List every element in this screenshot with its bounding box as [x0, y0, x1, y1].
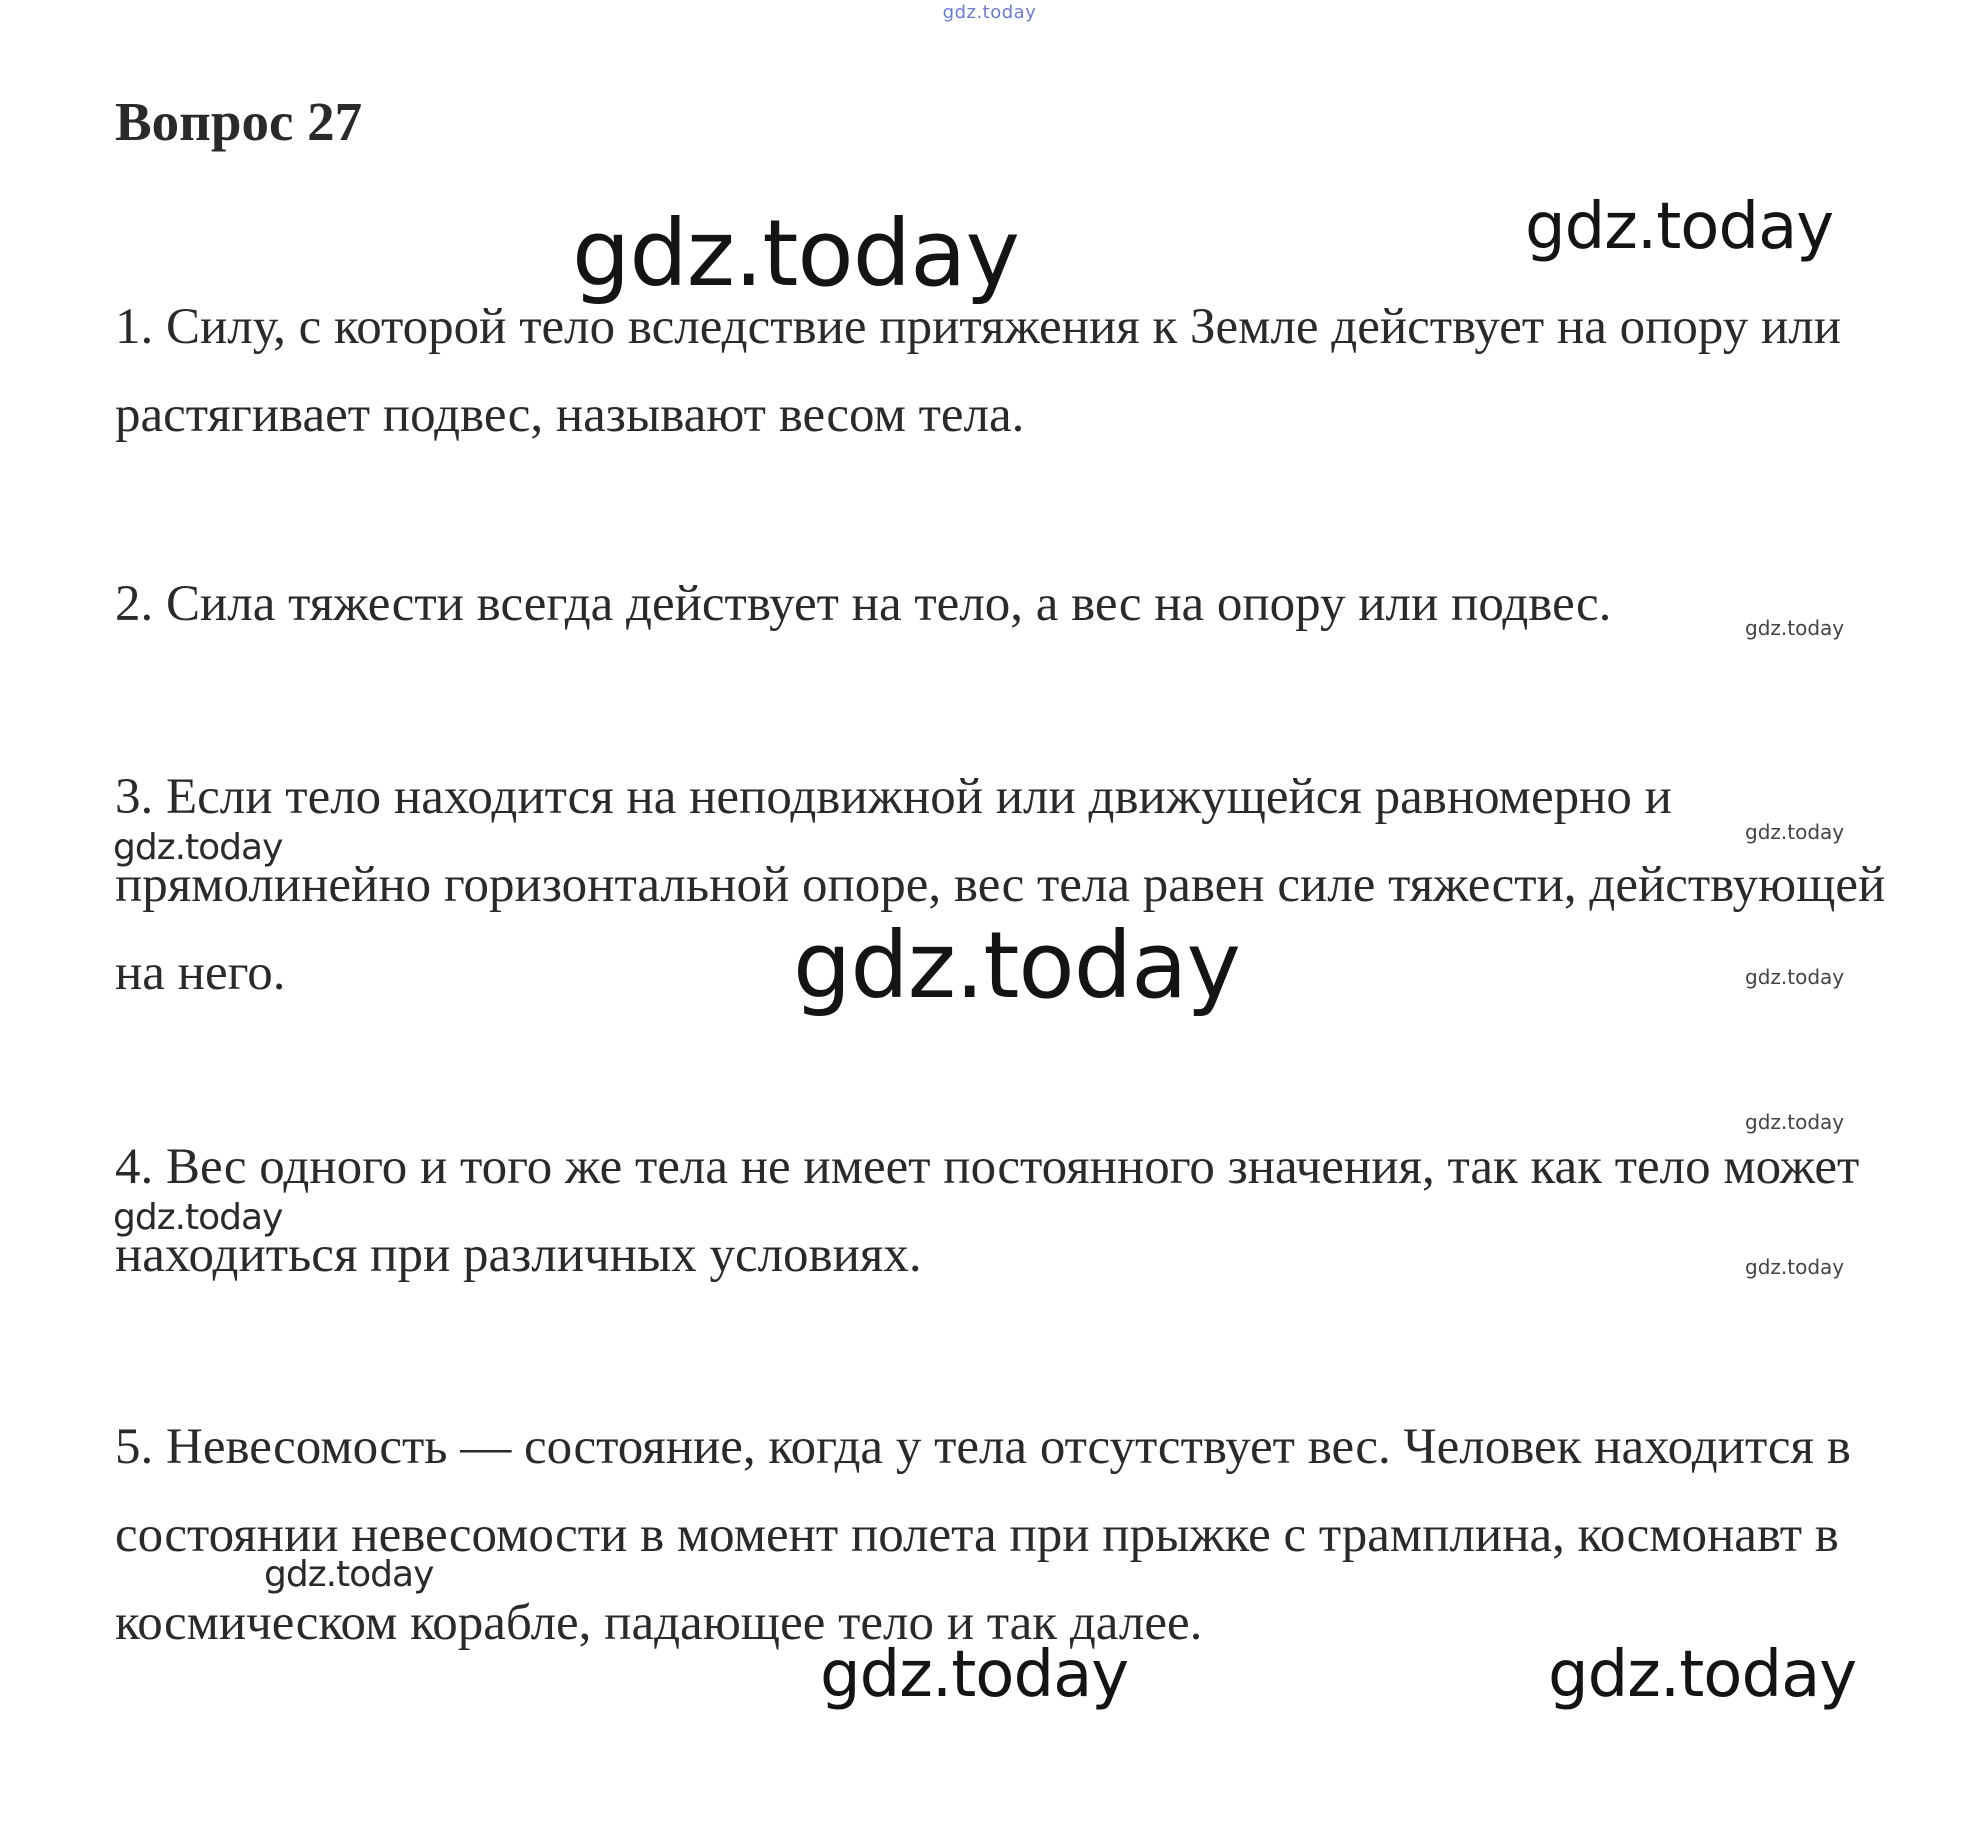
- watermark: gdz.today: [1745, 965, 1845, 989]
- watermark: gdz.today: [113, 1197, 283, 1238]
- watermark: gdz.today: [572, 200, 1019, 307]
- watermark: gdz.today: [113, 827, 283, 868]
- watermark: gdz.today: [793, 912, 1240, 1019]
- answer-3: 3. Если тело находится на неподвижной или движущейся равномерно и прямолинейно горизонтальной опоре, вес тела равен силе тяжести, действующей на него.: [115, 769, 1886, 1001]
- watermark: gdz.today: [1745, 616, 1845, 640]
- watermark: gdz.today: [1745, 1110, 1845, 1134]
- watermark: gdz.today: [1548, 1638, 1857, 1712]
- site-mark[interactable]: gdz.today: [942, 2, 1037, 23]
- watermark: gdz.today: [1525, 190, 1834, 264]
- answer-1: 1. Силу, с которой тело вследствие притяжения к Земле действует на опору или растягивает подвес, называют весом тела.: [115, 299, 1842, 443]
- answer-5: 5. Невесомость — состояние, когда у тела отсутствует вес. Человек находится в состоянии невесомости в момент полета при прыжке с трамплина, космонавт в космическом корабле, падающее тело и так далее.: [115, 1419, 1851, 1651]
- answer-4: 4. Вес одного и того же тела не имеет постоянного значения, так как тело может находиться при различных условиях.: [115, 1139, 1860, 1283]
- answer-2: 2. Сила тяжести всегда действует на тело, а вес на опору или подвес.: [115, 576, 1612, 632]
- question-title: Вопрос 27: [115, 91, 363, 152]
- watermark: gdz.today: [1745, 820, 1845, 844]
- watermark: gdz.today: [264, 1554, 434, 1595]
- watermark: gdz.today: [820, 1638, 1129, 1712]
- watermark: gdz.today: [1745, 1255, 1845, 1279]
